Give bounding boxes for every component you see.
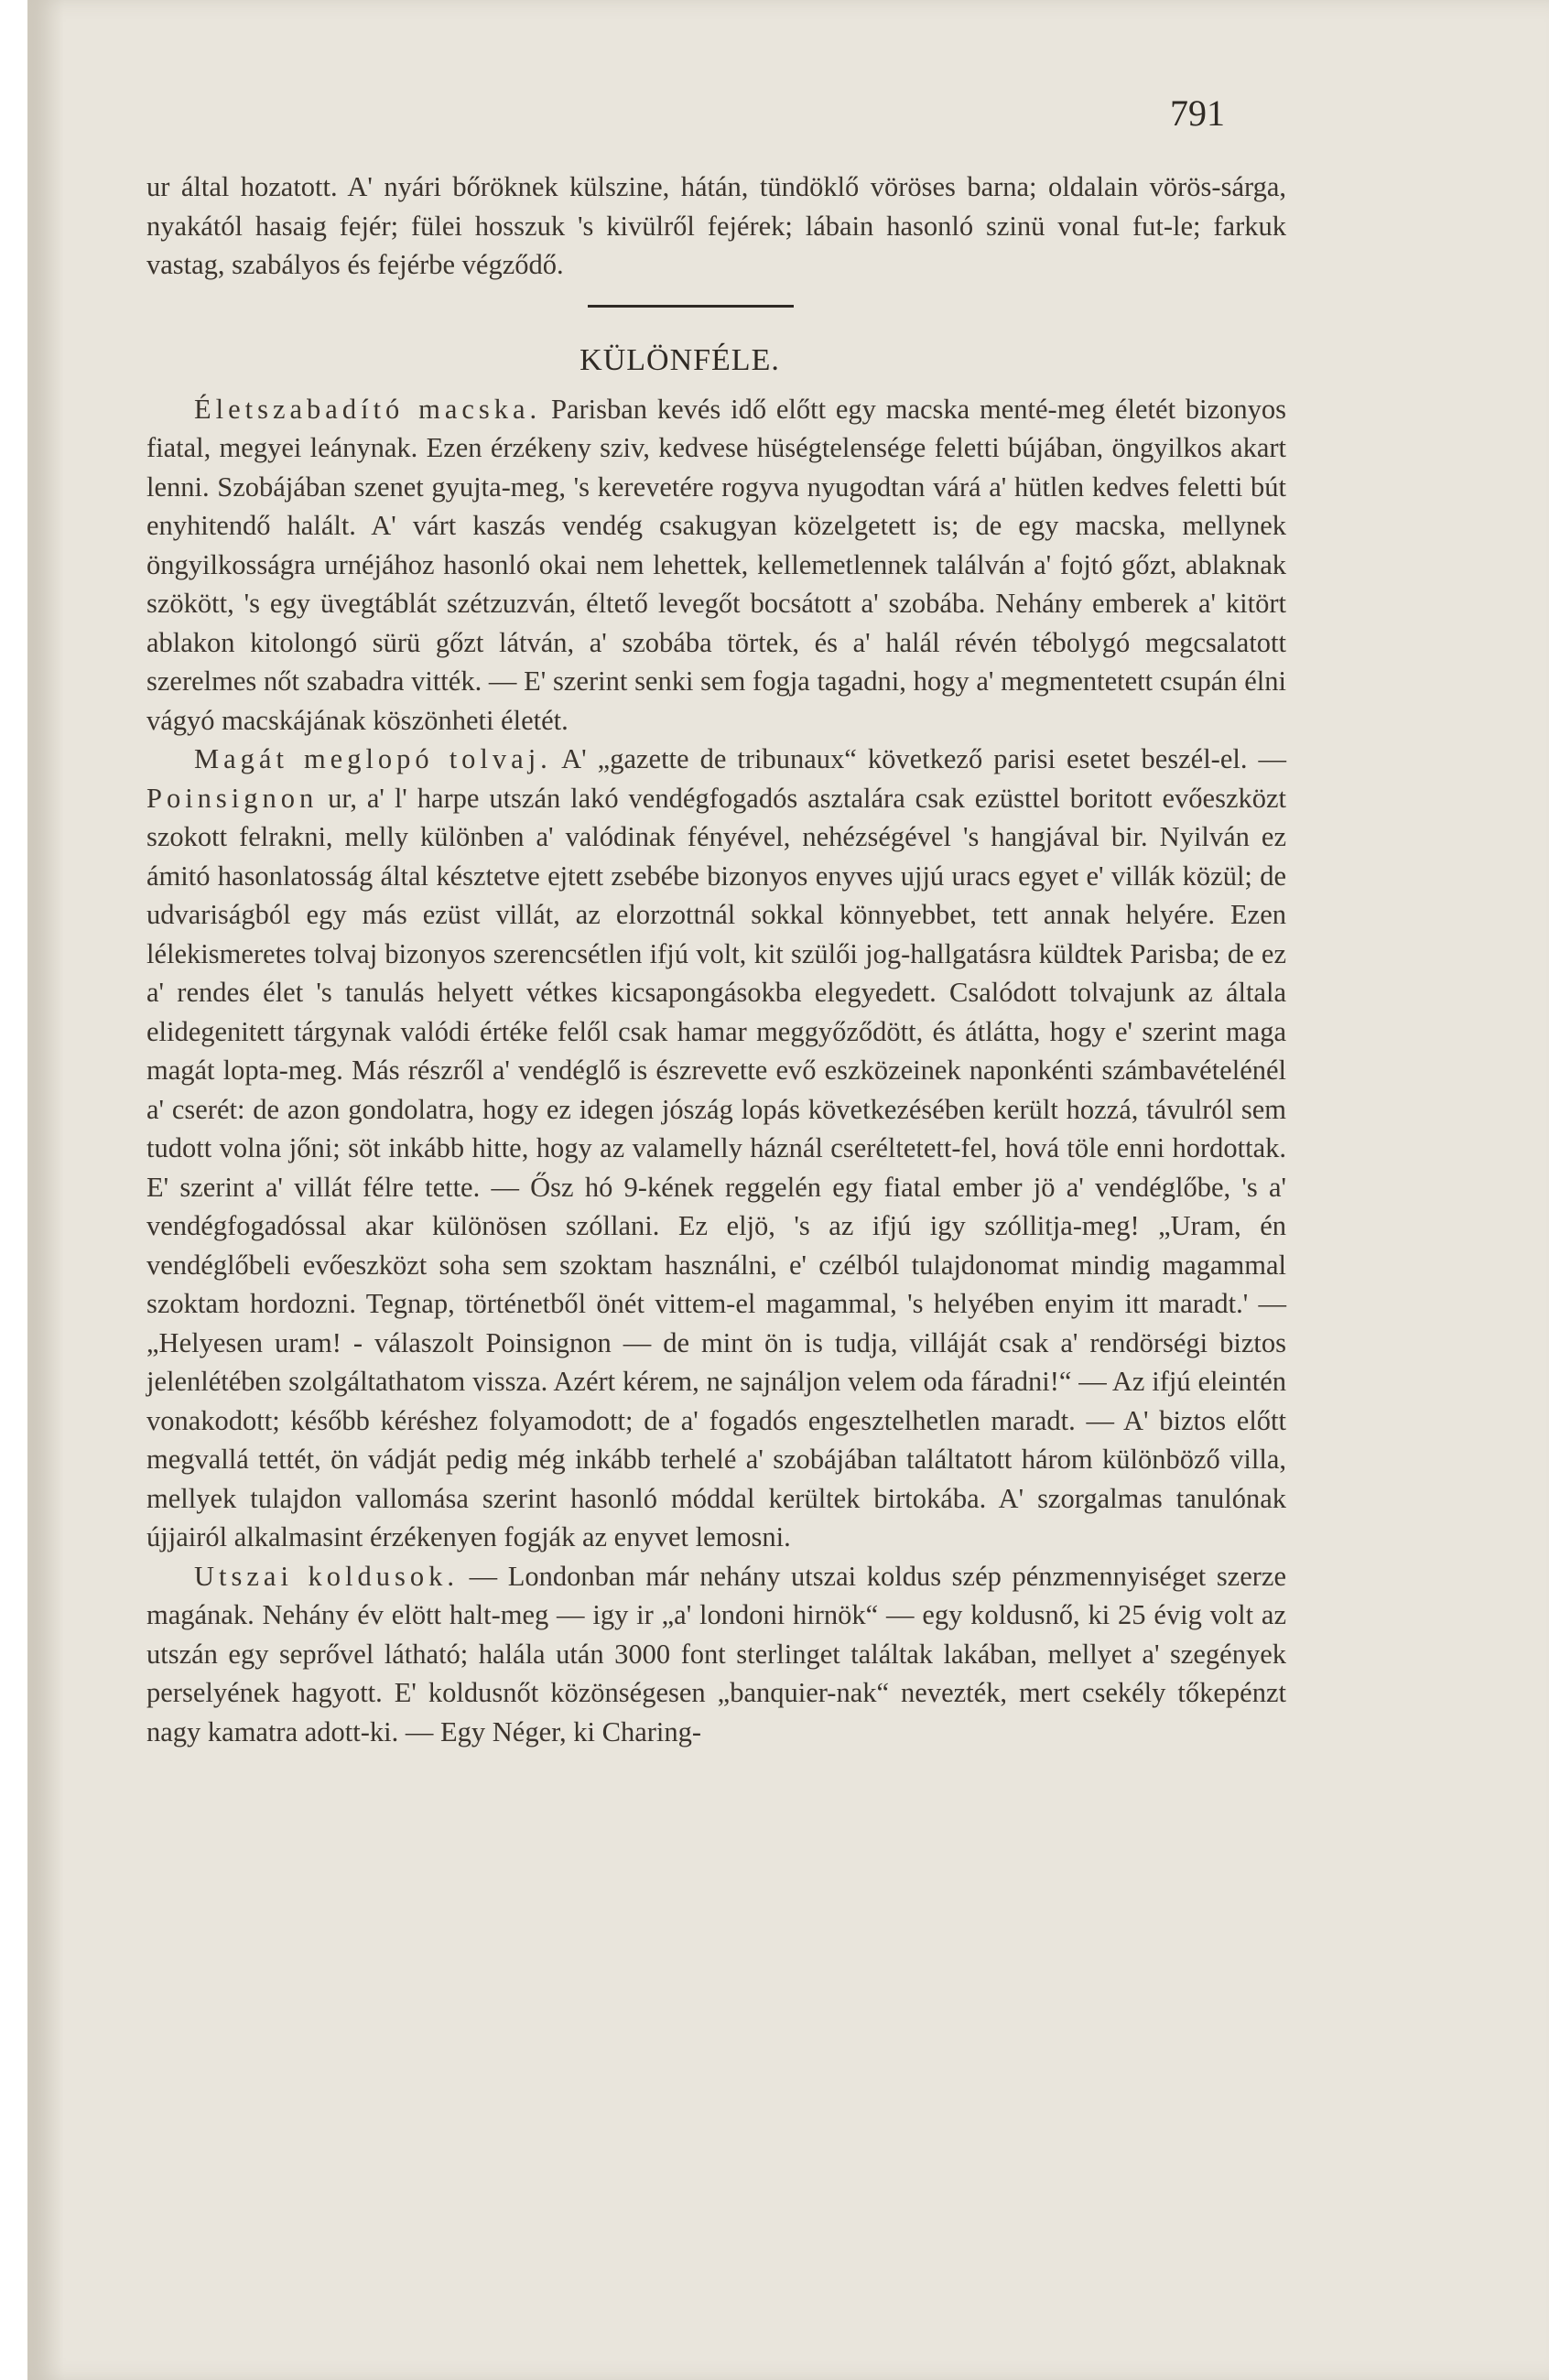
article-title: Életszabadító macska.: [194, 393, 542, 425]
intro-paragraph: ur által hozatott. A' nyári bőröknek külszine, hátán, tündöklő vöröses barna; oldalain vörös-sárga, nyakától hasaig fejér; fülei hosszuk 's kivülről fejérek; lábain hasonló szinü vonal fut-le; farkuk vastag, szabályos és fejérbe végződő.: [146, 171, 1286, 280]
article-body: Parisban kevés idő előtt egy macska menté-meg életét bizonyos fiatal, megyei leánynak. Ezen érzékeny sziv, kedvese hüségtelensége feletti bújában, öngyilkos akart lenni. Szobájában szenet gyujta-meg, 's kerevetére rogyva nyugodtan várá a' hütlen kedves feletti bút enyhitendő halált. A' várt kaszás vendég csakugyan közelgetett is; de egy macska, mellynek öngyilkosságra urnéjához hasonló okai nem lehettek, kellemetlennek találván a' fojtó gőzt, ablaknak szökött, 's egy üvegtáblát szétzuzván, éltető levegőt bocsátott a' szobába. Nehány emberek a' kitört ablakon kitolongó sürü gőzt látván, a' szobába törtek, és a' halál révén tébolygó megcsalatott szerelmes nőt szabadra vitték. — E' szerint senki sem fogja tagadni, hogy a' megmentetett csupán élni vágyó macskájának köszönheti életét.: [146, 393, 1286, 736]
person-name: Poinsignon: [146, 782, 319, 814]
page-number: 791: [1170, 92, 1225, 134]
article-body: — Londonban már nehány utszai koldus szép pénzmennyiséget szerze magának. Nehány év elött halt-meg — igy ir „a' londoni hirnök“ — egy koldusnő, ki 25 évig volt az utszán egy seprővel látható; halála után 3000 font sterlinget találtak lakában, mellyet a' szegények perselyének hagyott. E' koldusnőt közönségesen „banquier-nak“ nevezték, mert csekély tőkepénzt nagy kamatra adott-ki. — Egy Néger, ki Charing-: [146, 1560, 1286, 1747]
article-beggars: [146, 1557, 1286, 1752]
page-gutter-shadow: [27, 0, 64, 2380]
article-body: A' „gazette de tribunaux“ következő parisi esetet beszél-el. —: [551, 743, 1286, 774]
article-thief: [146, 740, 1286, 1557]
section-divider: [588, 305, 794, 308]
section-heading: KÜLÖNFÉLE.: [580, 342, 780, 377]
article-body-continued: ur, a' l' harpe utszán lakó vendégfogadós asztalára csak ezüsttel boritott evőeszközt szokott felrakni, melly különben a' valódinak fényével, nehézségével 's hangjával bir. Nyilván ez ámitó hasonlatosság által késztetve ejtett zsebébe bizonyos enyves ujjú uracs egyet e' villák közül; de udvariságból egy más ezüst villát, az elorzottnál sokkal könnyebbet, tett annak helyére. Ezen lélekismeretes tolvaj bizonyos szerencsétlen ifjú volt, kit szülői jog-hallgatásra küldtek Parisba; de ez a' rendes élet 's tanulás helyett vétkes kicsapongásokba elegyedett. Csalódott tolvajunk az általa elidegenitett tárgynak valódi értéke felől csak hamar meggyőződött, és átlátta, hogy e' szerint maga magát lopta-meg. Más részről a' vendéglő is észrevette evő eszközeinek naponkénti számbavételénél a' cserét: de azon gondolatra, hogy ez idegen jószág lopás következésében került hozzá, távulról sem tudott volna jőni; söt inkább hitte, hogy az valamelly háznál cseréltetett-fel, hová töle enni hordottak. E' szerint a' villát félre tette. — Ősz hó 9-kének reggelén egy fiatal ember jö a' vendéglőbe, 's a' vendégfogadóssal akar különösen szóllani. Ez eljö, 's az ifjú igy szóllitja-meg! „Uram, én vendéglőbeli evőeszközt soha sem szoktam használni, e' czélból tulajdonomat mindig magammal szoktam hordozni. Tegnap, történetből önét vittem-el magammal, 's helyében enyim itt maradt.' — „Helyesen uram! - válaszolt Poinsignon — de mint ön is tudja, villáját csak a' rendörségi biztos jelenlétében szolgáltathatom vissza. Azért kérem, ne sajnáljon velem oda fáradni!“ — Az ifjú eleintén vonakodott; később kéréshez folyamodott; de a' fogadós engesztelhetlen maradt. — A' biztos előtt megvallá tettét, ön vádját pedig még inkább terhelé a' szobájában találtatott három különböző villa, mellyek tulajdon vallomása szerint hasonló móddal kerültek birtokába. A' szorgalmas tanulónak újjairól alkalmasint érzékenyen fogják az enyvet lemosni.: [146, 782, 1286, 1552]
page-text-block: [146, 168, 1286, 1751]
article-title: Utszai koldusok.: [194, 1560, 459, 1592]
article-cat: [146, 390, 1286, 741]
article-title: Magát meglopó tolvaj.: [194, 743, 552, 774]
